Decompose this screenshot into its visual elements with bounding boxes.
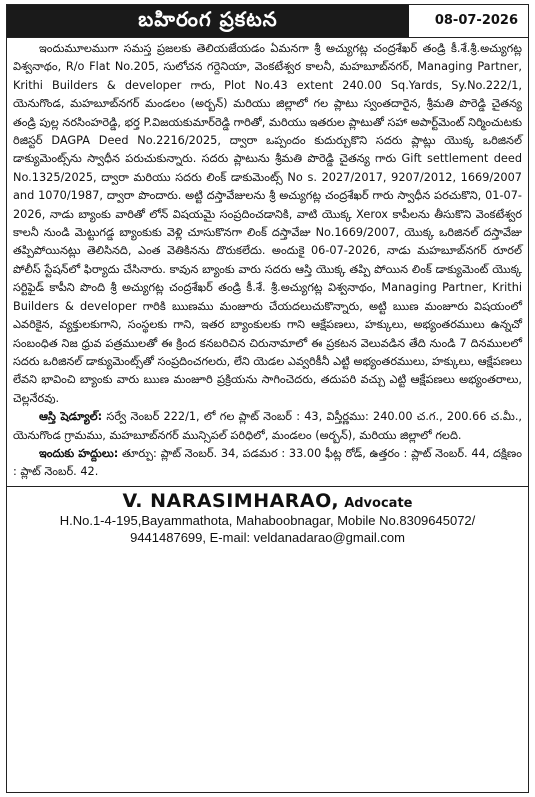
notice-paragraph: ఇందుమూలముగా సమస్త ప్రజలకు తెలియజేయడం ఏమనగా శ్రీ అచ్యుగట్ల చంద్రశేఖర్ తండ్రి కీ.శే.శ్రీ.అచ్యుగట్ల విశ్వనాథం, R/o Flat No.205, సులోచన గర్దెనియా, వెంకటేశ్వర కాలనీ, మహబూబ్‌నగర్, Managing Partner, Krithi Builders & developer గారు, Plot No.43 extent 240.00 Sq.Yards, Sy.No.222/1, యెనుగొండ, మహబూబ్‌నగర్ మండలం (అర్బన్) మరియు జిల్లాలో గల ప్లాటు స్వంతదారైన, శ్రీమతి పొరెడ్డి చైతన్య తండ్రి పుల్ల నరసింహరెడ్డి, భర్త P.విజయకుమార్‌రెడ్డి గారితో, మరియు ఇతరుల ప్లాటుతో సహా అపార్ట్‌మెంట్ నిర్మించుటకు రిజిస్టర్ DAGPA Deed No.2216/2025, ద్వారా ఒప్పందం కుదుర్చుకొని సదరు ప్లాట్లు యొక్క ఒరిజినల్ డాక్యుమెంట్స్‌ను స్వాధీన పరుచుకున్నారు. సదరు ప్లాటును శ్రీమతి పొరెడ్డి చైతన్య గారు Gift settlement deed No.1325/2025, ద్వారా మరియు సదరు లింక్ డాకుమెంట్స్ No s. 2027/2017, 9207/2012, 1669/2007 and 1070/1987, ద్వారా పొందారు. అట్టి దస్తావేజులను శ్రీ అచ్యుగట్ల చంద్రశేఖర్ గారు స్వాధీన పరచుకొని, 01-07-2026, నాడు బ్యాంకు వారితో లోన్ విషయమై సంప్రదించడానికి, వాటి యొక్క Xerox కాపీలను తీసుకొని వెంకటేశ్వర కాలనీ నుండి మెట్టుగడ్డ బ్యాంకుకు వెళ్లి చూసుకొనగా లింక్ దస్తావేజు No.1669/2007, యొక్క ఒరిజినల్ దస్తావేజు తప్పిపోయినట్లు తెలిసినది, ఎంత వెతికినను దొరుకలేదు. అందుకై 06-07-2026, నాడు మహబూబ్‌నగర్ రూరల్ పోలీస్ స్టేషన్‌లో ఫిర్యాదు చేసినారు. కావున బ్యాంకు వారు సదరు ఆస్తి యొక్క తప్పి పోయిన లింక్ డాక్యుమెంట్ యొక్క సర్టిఫైడ్ కాపీని పొంది శ్రీ అచ్యుగట్ల చంద్రశేఖర్ తండ్రి కీ.శే. శ్రీ.అచ్యుగట్ల విశ్వనాథం, Managing Partner, Krithi Builders & developer గారికి ఋణము మంజూరు చేయదలుచుకొన్నారు, అట్టి ఋణ మంజూరు విషయంలో ఎవరికైన, వ్యక్తులకుగాని, సంస్థలకు గాని, ఇతర బ్యాంకులకు గాని ఆక్షేపణలు, హక్కులు, అభ్యంతరములు ఉన్నచో సంబంధిత నిజ ధ్రువ పత్రములతో ఈ క్రింద కనబరిచిన చిరునామాలో ఈ ప్రకటన వెలువడిన తేది నుండి 7 దినములలో సదరు ఒరిజినల్ డాక్యుమెంట్స్‌తో సంప్రదించగలరు, లేని యెడల ఎవ్వరికీనీ ఎట్టి అభ్యంతరములు, హక్కులు, ఆక్షేపణలు లేవని భావించి బ్యాంకు వారు ఋణ మంజూరి ప్రక్రియను సాగించెదరు, తదుపరి వచ్చు ఎట్టి ఆక్షేపణలు అభ్యంతరాలు, చెల్లనేరవు. [13,42,522,405]
boundaries-label: ఇందుకు హద్దులు: [39,446,119,460]
advocate-address [7,512,528,546]
public-notice [6,4,529,793]
property-boundaries [13,445,522,482]
advocate-address-line2: 9441487699, E-mail: veldanadarao@gmail.com [130,529,405,545]
property-schedule [13,408,522,445]
advocate-name: V. NARASIMHARAO, [122,489,340,512]
advocate-address-line1: H.No.1-4-195,Bayammathota, Mahaboobnagar, Mobile No.8309645072/ [59,512,476,528]
notice-title: బహిరంగ ప్రకటన [7,5,409,37]
schedule-label: ఆస్తి షెడ్యూల్: [39,410,103,424]
advocate-signature [7,486,528,512]
notice-body [7,38,528,482]
advocate-role: Advocate [344,495,413,511]
boundaries-text: తూర్పు: ప్లాట్ నెంబర్. 34, పడమర : 33.00 ఫీట్ల రోడ్, ఉత్తరం : ప్లాట్ నెంబర్. 44, దక్షిణం : ప్లాట్ నెంబర్. 42. [13,446,522,479]
notice-date: 08-07-2026 [434,13,518,28]
schedule-text: సర్వే నెంబర్ 222/1, లో గల ప్లాట్ నెంబర్ : 43, విస్తీర్ణము: 240.00 చ.గ., 200.66 చ.మీ., యెనుగొండ గ్రామము, మహబూబ్‌నగర్ మున్సిపల్ పరిధిలో, మండలం (అర్బన్), మరియు జిల్లాలో గలది. [13,410,522,442]
notice-header [7,5,528,38]
